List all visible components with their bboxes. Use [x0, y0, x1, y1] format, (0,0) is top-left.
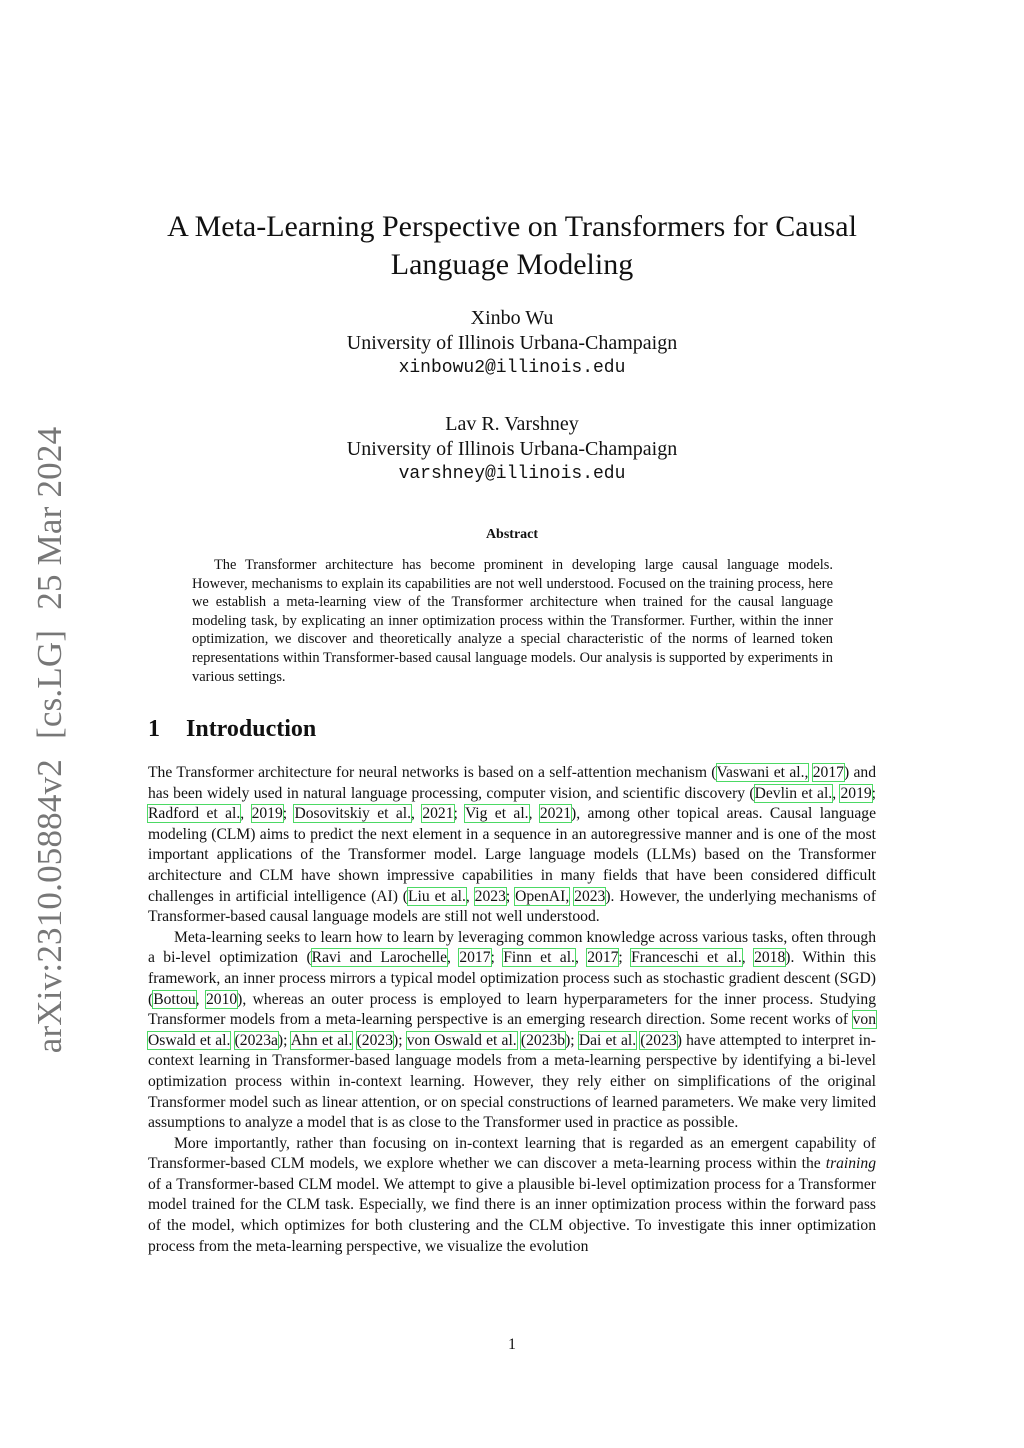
page-number: 1 — [508, 1336, 516, 1353]
citation-link[interactable]: von Oswald et al. — [406, 1031, 517, 1049]
text-span: Meta-learning seeks to learn how to learn by leveraging common knowledge across various tasks, often through a bi-level optimization ( — [148, 928, 876, 967]
author-email[interactable]: varshney@illinois.edu — [398, 464, 626, 484]
section-heading — [148, 716, 316, 743]
title-line-1: A Meta-Learning Perspective on Transformers for Causal — [167, 210, 857, 243]
text-span: , — [741, 949, 755, 967]
paper-title — [150, 208, 874, 284]
paragraph-2 — [148, 928, 876, 1134]
text-span: ; — [490, 949, 504, 967]
text-span: ), whereas an outer process is employed to learn hyperparameters for the inner process. Studying Transformer models from a meta-learning perspective is an emerging research direction. Some recent works of — [148, 990, 876, 1029]
text-span: ); — [393, 1031, 407, 1049]
text-span: , — [528, 805, 540, 823]
citation-link[interactable]: 2018 — [754, 949, 786, 967]
text-span: ), among other topical areas. Causal language modeling (CLM) aims to predict the next element in a sequence in an autoregressive manner and is one of the most important applications of the Transformer model. Large language models (LLMs) based on the Transformer architecture and CLM have shown impressive capabilities in many fields that have been considered difficult challenges in artificial intelligence (AI) ( — [148, 805, 876, 905]
text-span: ). Within this framework, an inner process mirrors a typical model optimization process such as stochastic gradient descent (SGD) ( — [148, 949, 877, 1008]
citation-link[interactable]: Franceschi et al. — [631, 949, 742, 967]
section-title: Introduction — [186, 716, 317, 742]
text-span: , — [574, 949, 588, 967]
citation-link[interactable]: Dosovitskiy et al. — [294, 805, 412, 823]
abstract-heading: Abstract — [485, 527, 539, 542]
citation-link[interactable]: (2023 — [640, 1031, 677, 1049]
citation-link[interactable]: Bottou — [153, 990, 196, 1008]
body-text — [148, 763, 876, 1257]
citation-link[interactable]: 2023 — [474, 887, 506, 905]
text-span: ) and has been widely used in natural language processing, computer vision, and scientific discovery ( — [148, 764, 877, 802]
emphasis-text: training — [825, 1155, 876, 1173]
citation-link[interactable]: (2023b — [520, 1031, 566, 1049]
paragraph-1 — [148, 763, 876, 928]
text-span: , — [832, 784, 841, 802]
text-span: , — [195, 990, 206, 1008]
arxiv-stamp — [30, 417, 70, 1064]
citation-link[interactable]: Finn et al. — [503, 949, 575, 967]
citation-link[interactable]: von Oswald et al. — [148, 1011, 876, 1049]
citation-link[interactable]: 2017 — [587, 949, 619, 967]
text-span: More importantly, rather than focusing on in-context learning that is regarded as an emergent capability of Transformer-based CLM models, we explore whether we can discover a meta-learning process within the — [148, 1134, 876, 1173]
text-span: ) have attempted to interpret in-context learning in Transformer-based language models from a meta-learning perspective by identifying a bi-level optimization process within in-context learning. However, they rely either on simplifications of the original Transformer model such as linear attention, or on special constructions of learned parameters. We make very limited assumptions to analyze a model that is as close to the Transformer used in practice as possible. — [148, 1031, 876, 1132]
text-span: ; — [453, 805, 465, 823]
citation-link[interactable]: (2023 — [356, 1031, 393, 1049]
citation-link[interactable]: 2017 — [459, 949, 491, 967]
text-span: ; — [618, 949, 632, 967]
title-line-2: Language Modeling — [390, 248, 634, 281]
citation-link[interactable]: Ahn et al. — [290, 1031, 353, 1049]
text-span — [352, 1032, 356, 1049]
author-affiliation: University of Illinois Urbana-Champaign — [346, 438, 678, 460]
abstract-text: The Transformer architecture has become prominent in developing large causal language models. However, mechanisms to explain its capabilities are not well understood. Focused on the training process, here we establish a meta-learning view of the Transformer architecture when trained for the causal language modeling task, by explicating an inner optimization process within the Transformer. Further, within the inner optimization, we discover and theoretically analyze a special characteristic of the norms of learned token representations within Transformer-based causal language models. Our analysis is supported by experiments in various settings. — [192, 557, 833, 685]
citation-link[interactable]: 2019 — [251, 805, 283, 823]
text-span: , — [411, 805, 423, 823]
text-span: , — [465, 887, 475, 905]
author-affiliation: University of Illinois Urbana-Champaign — [346, 332, 678, 354]
text-span: ). However, the underlying mechanisms of Transformer-based causal language models are still not well understood. — [148, 887, 877, 926]
text-span — [230, 1032, 234, 1049]
text-span: ); — [565, 1031, 579, 1049]
text-span: ; — [505, 887, 516, 905]
citation-link[interactable]: 2010 — [205, 990, 238, 1008]
text-span: ; — [871, 784, 876, 802]
citation-link[interactable]: OpenAI, — [515, 887, 570, 905]
citation-link[interactable]: Vig et al. — [464, 805, 529, 823]
citation-link[interactable]: 2019 — [840, 784, 872, 802]
citation-link[interactable]: Liu et al. — [408, 887, 466, 905]
citation-link[interactable]: 2021 — [422, 805, 454, 823]
citation-link[interactable]: 2017 — [812, 764, 844, 781]
arxiv-date: 25 Mar 2024 — [30, 426, 69, 610]
text-span: , — [240, 805, 252, 823]
citation-link[interactable]: Dai et al. — [578, 1031, 637, 1049]
citation-link[interactable]: Ravi and Larochelle — [311, 949, 448, 967]
text-span: ; — [282, 805, 295, 823]
citation-link[interactable]: 2021 — [539, 805, 572, 823]
citation-link[interactable]: Devlin et al. — [754, 784, 833, 802]
author-name: Lav R. Varshney — [445, 413, 579, 435]
author-name: Xinbo Wu — [470, 307, 554, 329]
paragraph-3 — [148, 1134, 876, 1258]
arxiv-category: [cs.LG] — [30, 629, 69, 740]
text-span: ); — [277, 1031, 291, 1049]
citation-link[interactable]: Radford et al. — [148, 805, 241, 823]
arxiv-id: arXiv:2310.05884v2 — [30, 759, 69, 1054]
text-span: The Transformer architecture for neural networks is based on a self-attention mechanism ( — [148, 764, 717, 781]
author-block-1 — [150, 306, 874, 381]
text-span: of a Transformer-based CLM model. We attempt to give a plausible bi-level optimization process for a Transformer model trained for the CLM task. Especially, we find there is an inner optimization process within the forward pass of the model, which optimizes for both clustering and the CLM objective. To investigate this inner optimization process from the meta-learning perspective, we visualize the evolution — [148, 1175, 876, 1255]
author-email[interactable]: xinbowu2@illinois.edu — [398, 358, 626, 378]
text-span: , — [447, 949, 460, 967]
section-number: 1 — [148, 716, 160, 742]
citation-link[interactable]: 2023 — [574, 887, 606, 905]
citation-link[interactable]: (2023a — [234, 1031, 278, 1049]
author-block-2 — [150, 412, 874, 487]
citation-link[interactable]: Vaswani et al., — [716, 764, 809, 781]
